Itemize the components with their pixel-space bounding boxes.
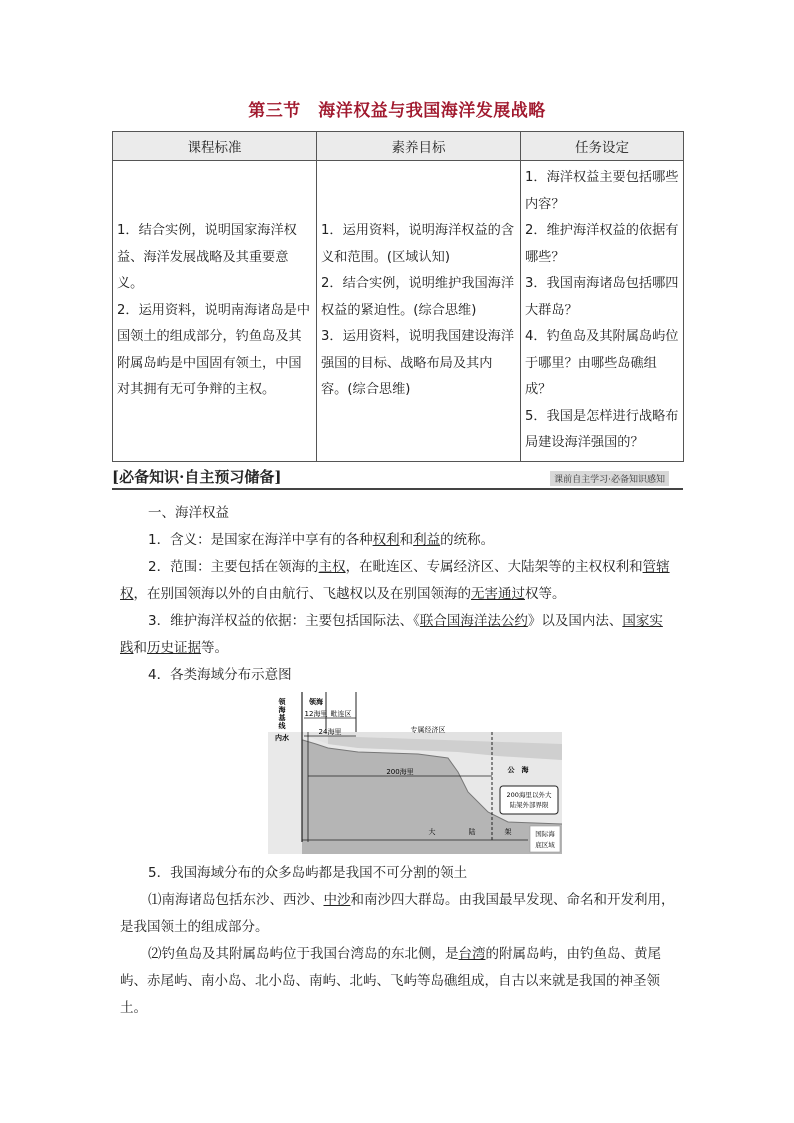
cell-task-setting: [521, 161, 684, 462]
label-shelf-b: 陆: [468, 828, 476, 836]
label-territorial-sea: 领海: [309, 698, 323, 706]
label-baseline-4: 线: [278, 722, 286, 730]
paragraph-diaoyu: ⑵钓鱼岛及其附属岛屿位于我国台湾岛的东北侧，是台湾的附属岛屿，由钓鱼岛、黄尾屿、赤尾屿、南小岛、北小岛、南屿、北屿、飞屿等岛礁组成，自古以来就是我国的神圣领土。: [120, 946, 661, 1016]
label-24nm: 24海里: [318, 728, 342, 736]
list-item: 3．我国南海诸岛包括哪四大群岛？: [525, 276, 679, 318]
sea-zones-diagram: [268, 692, 562, 854]
paragraph-south-china-sea: ⑴南海诸岛包括东沙、西沙、中沙和南沙四大群岛。由我国最早发现、命名和开发利用，是我国领土的组成部分。: [120, 892, 675, 935]
paragraph-basis: 3．维护海洋权益的依据：主要包括国际法、《联合国海洋法公约》以及国内法、国家实践和历史证据等。: [120, 613, 663, 656]
label-shelf-a: 大: [428, 828, 436, 836]
curriculum-table: [112, 131, 684, 462]
label-inland-water: 内水: [275, 734, 289, 742]
heading-maritime-rights: 一、海洋权益: [148, 505, 229, 521]
paragraph-islands: 5．我国海域分布的众多岛屿都是我国不可分割的领土: [148, 865, 468, 881]
list-item: 1．运用资料，说明海洋权益的含义和范围。(区域认知): [321, 223, 515, 265]
label-200nm: 200海里: [386, 768, 414, 776]
section-band: [112, 466, 683, 490]
label-baseline-3: 基: [278, 714, 286, 722]
header-curriculum-standard: 课程标准: [113, 132, 317, 161]
list-item: 2．维护海洋权益的依据有哪些？: [525, 223, 679, 265]
page-title: 第三节 海洋权益与我国海洋发展战略: [248, 101, 546, 121]
paragraph-definition: 1．含义：是国家在海洋中享有的各种权利和利益的统称。: [148, 532, 495, 548]
paragraph-scope: 2．范围：主要包括在领海的主权，在毗连区、专属经济区、大陆架等的主权权利和管辖权，在别国领海以外的自由航行、飞越权以及在别国领海的无害通过权等。: [120, 559, 670, 602]
list-item: 1．结合实例，说明国家海洋权益、海洋发展战略及其重要意义。: [117, 223, 297, 292]
section-title: [必备知识·自主预习储备]: [112, 468, 282, 486]
cell-literacy-goal: [317, 161, 521, 462]
label-contiguous-zone: 毗连区: [330, 710, 352, 718]
label-seabed-2: 底区域: [535, 841, 555, 849]
header-literacy-goal: 素养目标: [317, 132, 521, 161]
label-eez: 专属经济区: [410, 726, 446, 734]
label-shelf-limit-2: 陆架外部界限: [509, 801, 549, 809]
list-item: 5．我国是怎样进行战略布局建设海洋强国的？: [525, 408, 679, 451]
label-high-seas: 公 海: [507, 766, 529, 774]
list-item: 2．结合实例，说明维护我国海洋权益的紧迫性。(综合思维): [321, 276, 515, 318]
label-seabed-1: 国际海: [535, 830, 555, 838]
header-task-setting: 任务设定: [521, 132, 684, 161]
list-item: 4．钓鱼岛及其附属岛屿位于哪里？由哪些岛礁组成？: [525, 329, 679, 398]
label-baseline-1: 领: [278, 698, 286, 706]
list-item: 1．海洋权益主要包括哪些内容？: [525, 170, 679, 212]
cell-curriculum-standard: [113, 161, 317, 462]
label-12nm: 12海里: [304, 710, 328, 718]
label-shelf-limit-1: 200海里以外大: [506, 791, 552, 799]
label-shelf-c: 架: [504, 828, 512, 836]
list-item: 3．运用资料，说明我国建设海洋强国的目标、战略布局及其内容。(综合思维): [321, 329, 515, 398]
paragraph-diagram-caption: 4．各类海域分布示意图: [148, 667, 292, 683]
list-item: 2．运用资料，说明南海诸岛是中国领土的组成部分，钓鱼岛及其附属岛屿是中国固有领土，中国对其拥有无可争辩的主权。: [117, 302, 311, 398]
label-baseline-2: 海: [278, 706, 286, 714]
section-tag: 课前自主学习·必备知识感知: [550, 471, 669, 486]
